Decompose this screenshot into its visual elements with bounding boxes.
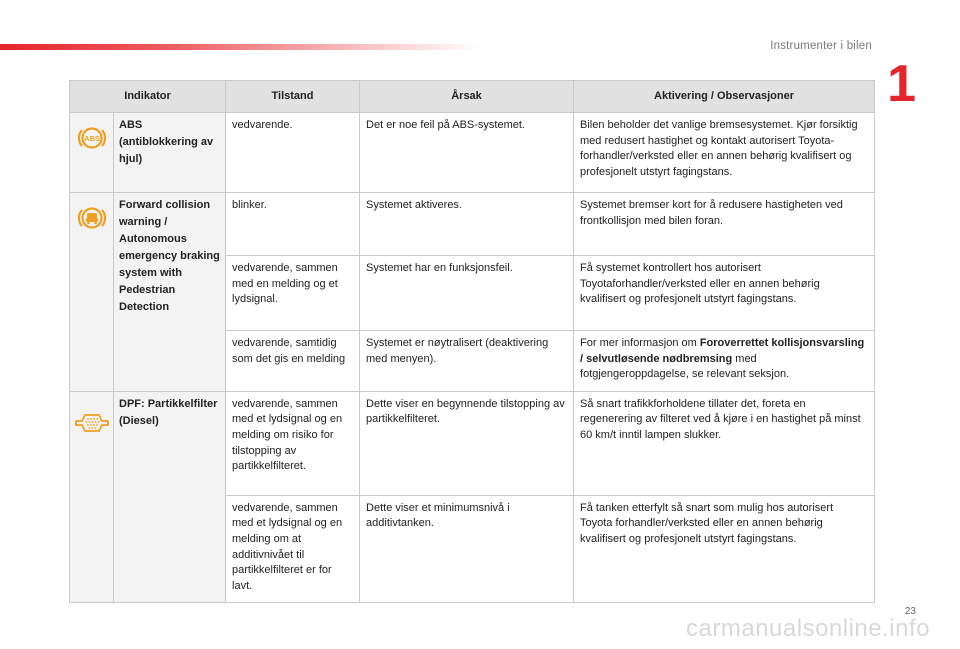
collision-warning-icon bbox=[77, 203, 107, 239]
indicator-name-fcw: Forward collision warning / Autonomous emergency braking system with Pedestrian Detection bbox=[114, 193, 226, 392]
abs-warning-icon bbox=[77, 123, 107, 159]
cause-cell: Systemet har en funksjonsfeil. bbox=[360, 256, 574, 331]
abs-icon-cell bbox=[70, 113, 114, 193]
section-title: Instrumenter i bilen bbox=[770, 40, 872, 52]
header-red-bar bbox=[0, 44, 480, 50]
action-text: For mer informasjon om bbox=[580, 337, 700, 349]
cause-cell: Det er noe feil på ABS-systemet. bbox=[360, 113, 574, 193]
state-cell: vedvarende, sammen med en melding og et lydsignal. bbox=[226, 256, 360, 331]
cause-cell: Systemet er nøytralisert (deaktivering med menyen). bbox=[360, 331, 574, 392]
cause-cell: Dette viser et minimumsnivå i additivtanken. bbox=[360, 495, 574, 603]
action-cell: Systemet bremser kort for å redusere hastigheten ved frontkollisjon med bilen foran. bbox=[574, 193, 875, 256]
state-cell: vedvarende, sammen med et lydsignal og en melding om at additivnivået til partikkelfilteret er for lavt. bbox=[226, 495, 360, 603]
cause-cell: Systemet aktiveres. bbox=[360, 193, 574, 256]
fcw-icon-cell bbox=[70, 193, 114, 392]
action-text: med fotgjengeroppdagelse, se relevant seksjon. bbox=[580, 352, 790, 381]
action-cell: Så snart trafikkforholdene tillater det, foreta en regenerering av filteret ved å kjøre i en hastighet på minst 60 km/t inntil lampen slukker. bbox=[574, 391, 875, 495]
action-cell: Få tanken etterfylt så snart som mulig hos autorisert Toyota forhandler/verksted eller en annen behørig kvalifisert og profesjonelt utstyrt fagingstans. bbox=[574, 495, 875, 603]
action-cell: Få systemet kontrollert hos autorisert Toyotaforhandler/verksted eller en annen behørig kvalifisert og profesjonelt utstyrt fagingstans. bbox=[574, 256, 875, 331]
watermark: carmanualsonline.info bbox=[686, 615, 930, 642]
dpf-icon-cell bbox=[70, 391, 114, 603]
indicator-name-abs: ABS (antiblokkering av hjul) bbox=[114, 113, 226, 193]
table-header-row bbox=[70, 81, 875, 113]
svg-text:ABS: ABS bbox=[83, 134, 100, 143]
state-cell: vedvarende. bbox=[226, 113, 360, 193]
particle-filter-icon bbox=[74, 410, 110, 442]
table-row bbox=[70, 391, 875, 495]
cause-cell: Dette viser en begynnende tilstopping av partikkelfilteret. bbox=[360, 391, 574, 495]
indicator-table bbox=[69, 80, 875, 603]
action-cell: Bilen beholder det vanlige bremsesystemet. Kjør forsiktig med redusert hastighet og kontakt autorisert Toyota-forhandler/verksted eller en annen behørig kvalifisert og profesjonelt utstyrt fagingstans. bbox=[574, 113, 875, 193]
state-cell: vedvarende, samtidig som det gis en melding bbox=[226, 331, 360, 392]
action-cell bbox=[574, 331, 875, 392]
table-row bbox=[70, 113, 875, 193]
cross-reference-title: Foroverrettet kollisjonsvarsling / selvutløsende nødbremsing bbox=[580, 337, 865, 365]
column-header-indicator: Indikator bbox=[70, 81, 226, 113]
chapter-number: 1 bbox=[887, 55, 916, 113]
indicator-name-dpf: DPF: Partikkelfilter (Diesel) bbox=[114, 391, 226, 603]
state-cell: vedvarende, sammen med et lydsignal og en melding om risiko for tilstopping av partikkelfilteret. bbox=[226, 391, 360, 495]
state-cell: blinker. bbox=[226, 193, 360, 256]
table-row bbox=[70, 193, 875, 256]
column-header-action: Aktivering / Observasjoner bbox=[574, 81, 875, 113]
column-header-state: Tilstand bbox=[226, 81, 360, 113]
page-number: 23 bbox=[904, 606, 916, 617]
column-header-cause: Årsak bbox=[360, 81, 574, 113]
